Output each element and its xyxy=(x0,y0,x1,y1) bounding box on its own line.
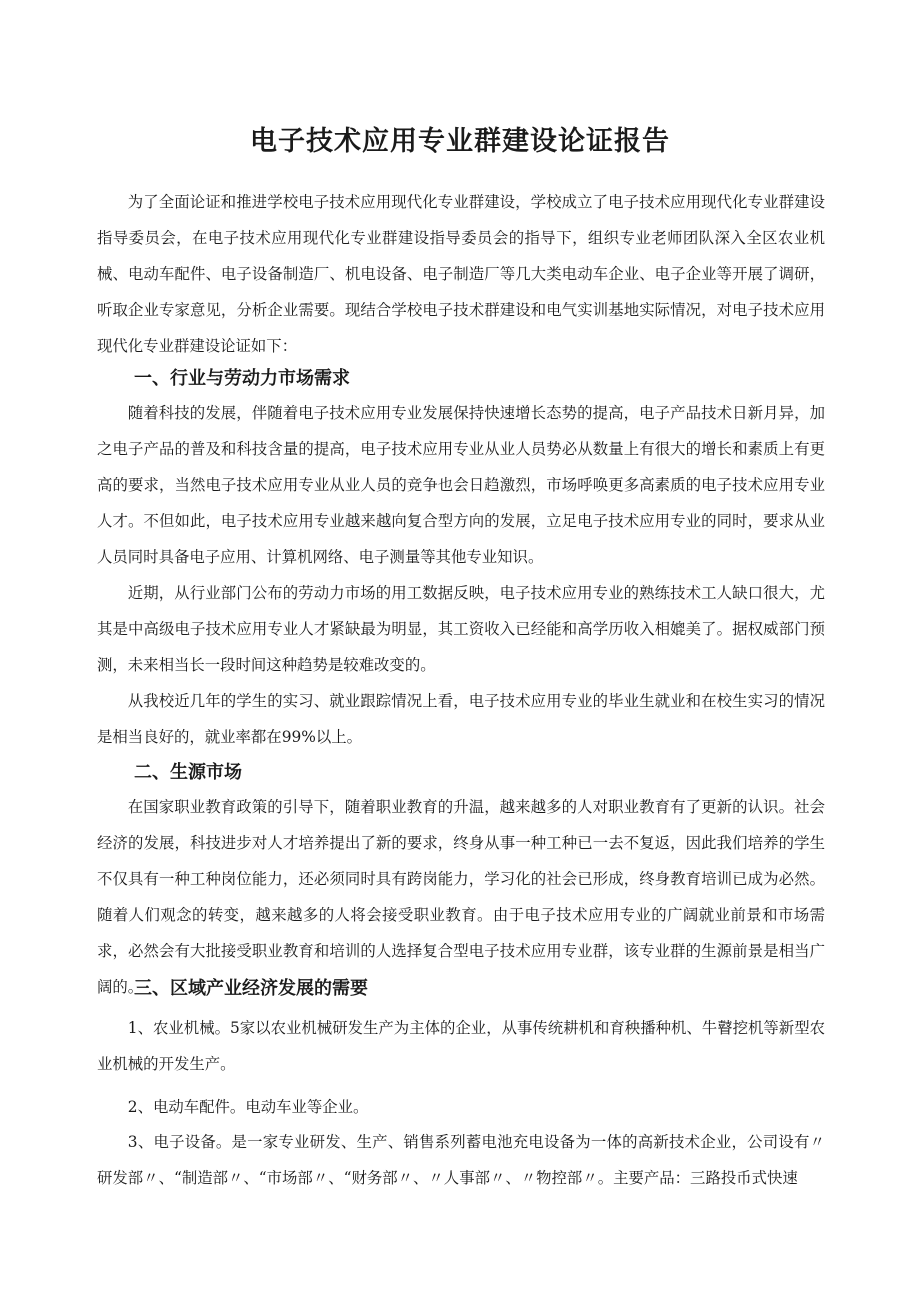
document-title: 电子技术应用专业群建设论证报告 xyxy=(250,126,670,158)
list-item: 3、电子设备。是一家专业研发、生产、销售系列蓄电池充电设备为一体的高新技术企业，公司设有〃研发部〃、“制造部〃、“市场部〃、“财务部〃、〃人事部〃、〃物控部〃。主要产品：三路投币式快速 xyxy=(97,1133,825,1187)
section-paragraph: 近期，从行业部门公布的劳动力市场的用工数据反映，电子技术应用专业的熟练技术工人缺口很大，尤其是中高级电子技术应用专业人才紧缺最为明显，其工资收入已经能和高学历收入相媲美了。据权威部门预测，未来相当长一段时间这种趋势是较难改变的。 xyxy=(97,584,825,674)
list-item: 1、农业机械。5家以农业机械研发生产为主体的企业，从事传统耕机和育秧播种机、牛瞽挖机等新型农业机械的开发生产。 xyxy=(97,1019,825,1073)
section-paragraph: 随着科技的发展，伴随着电子技术应用专业发展保持快速增长态势的提高，电子产品技术日新月异，加之电子产品的普及和科技含量的提高，电子技术应用专业从业人员势必从数量上有很大的增长和素质上有更高的要求，当然电子技术应用专业从业人员的竞争也会日趋激烈，市场呼唤更多高素质的电子技术应用专业人才。不但如此，电子技术应用专业越来越向复合型方向的发展，立足电子技术应用专业的同时，要求从业人员同时具备电子应用、计算机网络、电子测量等其他专业知识。 xyxy=(97,404,825,566)
section-paragraph: 在国家职业教育政策的引导下，随着职业教育的升温，越来越多的人对职业教育有了更新的认识。社会经济的发展，科技进步对人才培养提出了新的要求，终身从事一种工种已一去不复返，因此我们培养的学生不仅具有一种工种岗位能力，还必须同时具有跨岗能力，学习化的社会已形成，终身教育培训已成为必然。随着人们观念的转变，越来越多的人将会接受职业教育。由于电子技术应用专业的广阔就业前景和市场需求，必然会有大批接受职业教育和培训的人选择复合型电子技术应用专业群，该专业群的生源前景是相当广阔的。 xyxy=(97,798,825,996)
intro-paragraph: 为了全面论证和推进学校电子技术应用现代化专业群建设，学校成立了电子技术应用现代化专业群建设指导委员会，在电子技术应用现代化专业群建设指导委员会的指导下，组织专业老师团队深入全区农业机械、电动车配件、电子设备制造厂、机电设备、电子制造厂等几大类电动车企业、电子企业等开展了调研，听取企业专家意见，分析企业需要。现结合学校电子技术群建设和电气实训基地实际情况，对电子技术应用现代化专业群建设论证如下： xyxy=(97,193,825,355)
section-heading-labor-market: 一、行业与劳动力市场需求 xyxy=(134,368,350,389)
section-paragraph: 从我校近几年的学生的实习、就业跟踪情况上看，电子技术应用专业的毕业生就业和在校生实习的情况是相当良好的，就业率都在99%以上。 xyxy=(97,692,825,746)
section-heading-student-source: 二、生源市场 xyxy=(134,762,242,783)
section-heading-regional-industry: 三、区域产业经济发展的需要 xyxy=(134,978,368,999)
list-item: 2、电动车配件。电动车业等企业。 xyxy=(127,1098,369,1116)
